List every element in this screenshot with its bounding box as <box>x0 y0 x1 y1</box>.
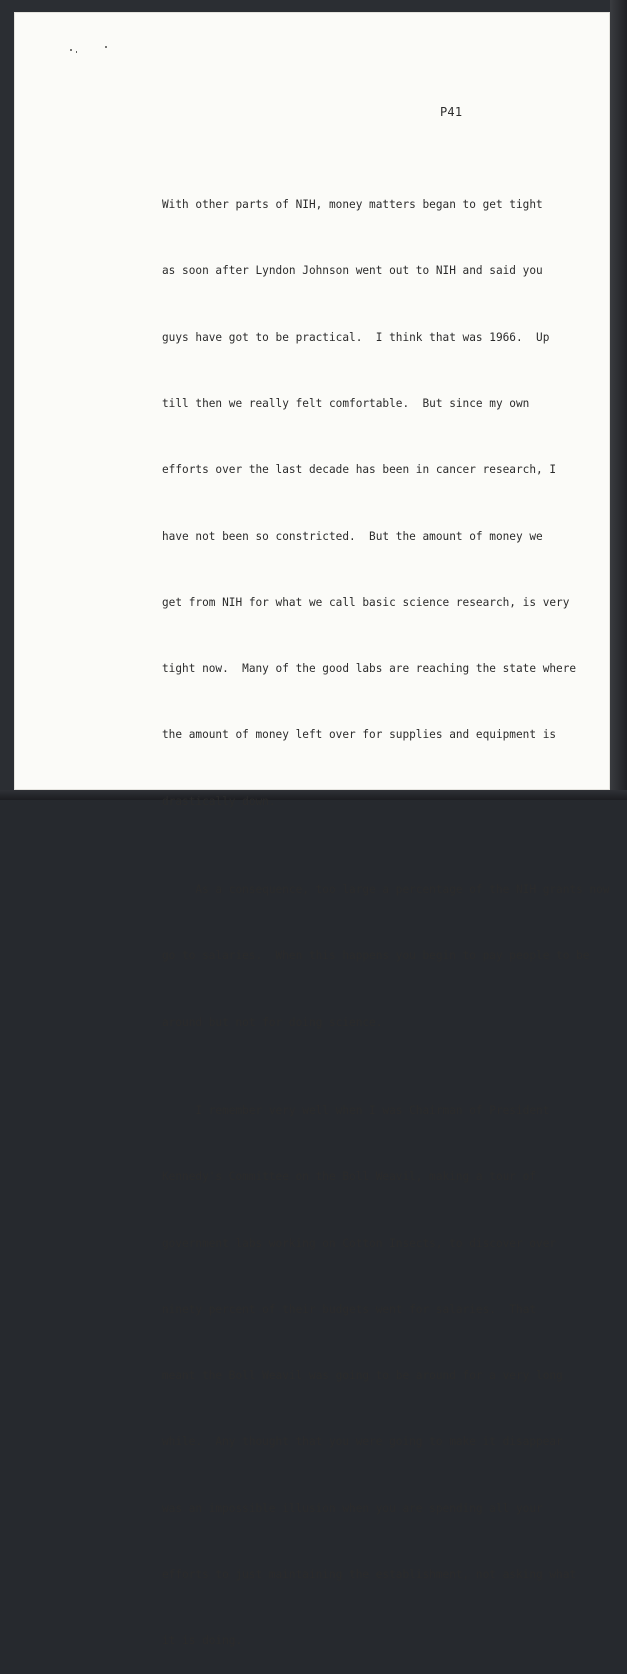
page-number: P41 <box>440 105 463 119</box>
text-line: go to salaries. When this happens you begin to pay people to be <box>162 949 590 963</box>
text-line: around but not for doing science. <box>162 1015 383 1029</box>
text-line: efforts to just maintaining the establishment, not asking what <box>162 1568 577 1581</box>
text-line: With other parts of NIH, money matters began to get tight <box>162 198 543 212</box>
text-line: government labs working on Cotton Insects, to discover over <box>162 1236 557 1250</box>
text-line: guys have got to be practical. I think that was 1966. Up <box>162 330 550 344</box>
text-line: have not been so constricted. But the amount of money we <box>162 529 543 543</box>
paper-speck <box>70 49 72 51</box>
text-line: while. Any thought that you were going to make it disappear <box>162 1435 563 1449</box>
scanner-edge-right <box>610 0 627 800</box>
text-line: drastically down. <box>162 794 276 808</box>
text-line: get from NIH for what we call basic science research, is very <box>162 595 570 609</box>
text-line: it is doing. <box>162 1634 243 1648</box>
document-body <box>162 150 610 1674</box>
text-line: I remember very well when I was Chairman of President <box>162 1104 550 1118</box>
text-line: meant the Boll Weavil was going to be around for a very long <box>162 1369 563 1383</box>
text-line: the amount of money left over for supplies and equipment is <box>162 728 557 742</box>
text-line: As a consequence, too large a percentage of the NIH grants now <box>162 883 610 897</box>
text-line: as soon after Lyndon Johnson went out to NIH and said you <box>162 264 543 278</box>
text-line: Kennedy's Committee on the Boll Weavil, making a tour of <box>162 1170 537 1184</box>
text-line: ninety percent of their budgets went for salaries. That <box>162 1302 537 1316</box>
paper-speck <box>76 51 77 53</box>
text-line: was an impossible illusion when you are spending all your <box>162 1501 543 1515</box>
paper-speck <box>105 46 107 48</box>
text-line: tight now. Many of the good labs are reaching the state where <box>162 662 577 676</box>
text-line: till then we really felt comfortable. But since my own <box>162 397 530 411</box>
text-line: efforts over the last decade has been in cancer research, I <box>162 463 557 477</box>
